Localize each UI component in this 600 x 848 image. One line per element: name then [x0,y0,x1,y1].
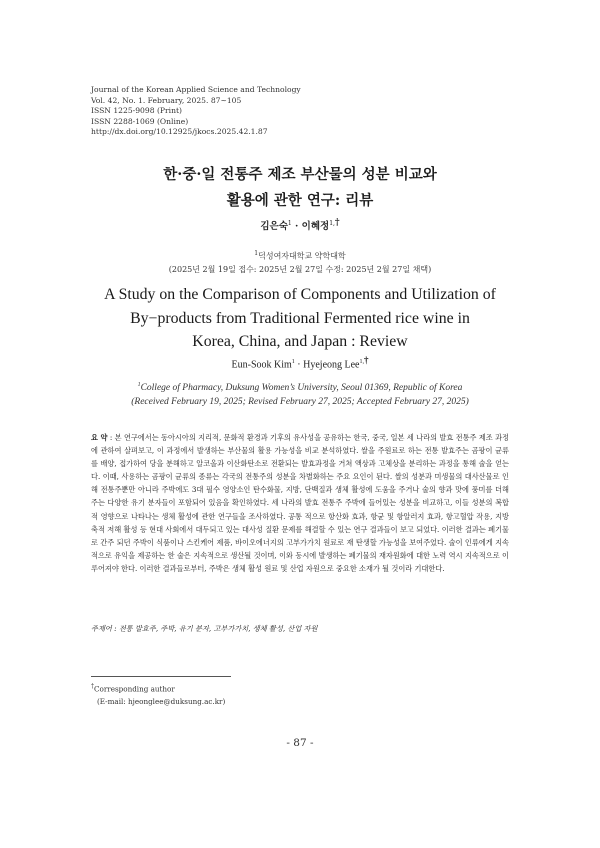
abstract [91,431,509,575]
journal-info [91,85,301,138]
author-2-en: Hyejeong Lee [303,359,360,371]
journal-doi: http://dx.doi.org/10.12925/jkocs.2025.42.1.87 [91,127,268,137]
korean-affiliation [0,247,600,276]
affil-en-dates: (Received February 19, 2025; Revised February 27, 2025; Accepted February 27, 2025) [131,397,469,408]
korean-title-line-2: 활용에 관한 연구: 리뷰 [226,192,374,209]
author-2-ko-affil: 1, [329,220,335,227]
author-separator-en: · [294,359,304,371]
affil-ko-dates: (2025년 2월 19일 접수: 2025년 2월 27일 수정: 2025년 2월 27일 채택) [168,264,432,274]
author-1-en-affil: 1 [291,359,295,365]
affil-ko-sup: 1 [254,250,259,257]
author-1-ko: 김은숙 [260,221,288,233]
footnote-email: (E-mail: hjeonglee@duksung.ac.kr) [97,696,226,706]
english-affiliation [0,378,600,409]
english-title-line-2: By−products from Traditional Fermented rice wine in [130,309,470,327]
footnote [91,681,225,708]
footnote-divider [91,676,231,677]
author-2-ko: 이혜정 [301,221,330,233]
korean-authors [0,218,600,232]
page-number: - 87 - [286,737,314,749]
footnote-corresponding: Corresponding author [94,684,175,694]
abstract-text: : 본 연구에서는 동아시아의 지리적, 문화적 환경과 기후의 유사성을 공유하는 한국, 중국, 일본 세 나라의 발효 전통주 제조 과정에 관하여 살펴보고, 이 과정에서 발생하는 부산물의 활용 가능성을 비교 분석하였다. 쌀을 주원료로 하는 전통 발효주는 곰팡이 균류를 배양, 접가하여 당을 분해하고 알코올과 이산화탄소로 전환되는 발효과정을 거쳐 액상과 고체상을 분리하는 과정을 통해 술을 얻는다. 이때, 사용하는 곰팡이 균류의 종류는 각국의 전통주의 성분을 차별화하는 주요 요인이 된다. 쌀의 성분과 미생물의 대사산물로 인해 전통주뿐만 아니라 주박에도 3대 필수 영양소인 탄수화물, 지방, 단백질과 생체 활성에 도움을 주거나 술의 향과 맛에 풍미를 더해주는 다양한 유기 분자들이 포함되어 있음을 확인하였다. 세 나라의 발효 전통주 주박에 들어있는 성분을 비교하고, 이들 성분의 복합적 영향으로 나타나는 생체 활성에 관한 연구들을 조사하였다. 공통 적으로 항산화 효과, 항균 및 항알러지 효과, 항고혈압 작용, 지방 축적 저해 활성 등 현대 사회에서 대두되고 있는 대사성 질환 문제를 해결할 수 있는 연구 결과들이 보고 되었다. 이러한 결과는 폐기물로 간주 되던 주박이 식품이나 스킨케어 제품, 바이오에너지의 고부가가치 원료로 재 탄생할 가능성을 보여주었다. 술이 인류에게 지속적으로 유익을 제공하는 한 술은 지속적으로 생산될 것이며, 이와 동시에 발생하는 폐기물의 재자원화에 대한 노력 역시 지속적으로 이루어져야 한다. 이러한 결과들로부터, 주박은 생체 활성 원료 및 산업 자원으로 중요한 소재가 될 것이라 기대한다. [91,433,509,573]
keywords: 주제어 : 전통 발효주, 주박, 유기 분자, 고부가가치, 생체 활성, 산업 자원 [91,624,318,633]
abstract-label: 요 약 [91,433,108,442]
english-title [0,283,600,354]
journal-name: Journal of the Korean Applied Science and Technology [91,85,301,94]
author-1-ko-affil: 1 [287,220,292,227]
korean-title [0,162,600,214]
corresponding-dagger-en: † [364,355,369,365]
journal-issn-print: ISSN 1225-9098 (Print) [91,106,182,116]
author-1-en: Eun-Sook Kim [231,359,292,371]
footnote-marker: † [91,683,94,690]
corresponding-dagger-ko: † [334,218,340,228]
journal-issn-online: ISSN 2288-1069 (Online) [91,116,189,126]
english-authors [0,355,600,370]
affil-en-institution: College of Pharmacy, Duksung Women’s University, Seoul 01369, Republic of Korea [140,383,463,394]
author-separator-ko: · [291,221,302,233]
korean-title-line-1: 한·중·일 전통주 제조 부산물의 성분 비교와 [163,166,437,183]
journal-volume: Vol. 42, No. 1. February, 2025. 87~105 [91,95,242,105]
affil-ko-institution: 덕성여자대학교 약학대학 [258,251,346,261]
affil-en-sup: 1 [137,382,141,388]
english-title-line-3: Korea, China, and Japan : Review [192,333,408,350]
english-title-line-1: A Study on the Comparison of Components and Utilization of [104,286,496,303]
author-2-en-affil: 1, [359,359,364,365]
